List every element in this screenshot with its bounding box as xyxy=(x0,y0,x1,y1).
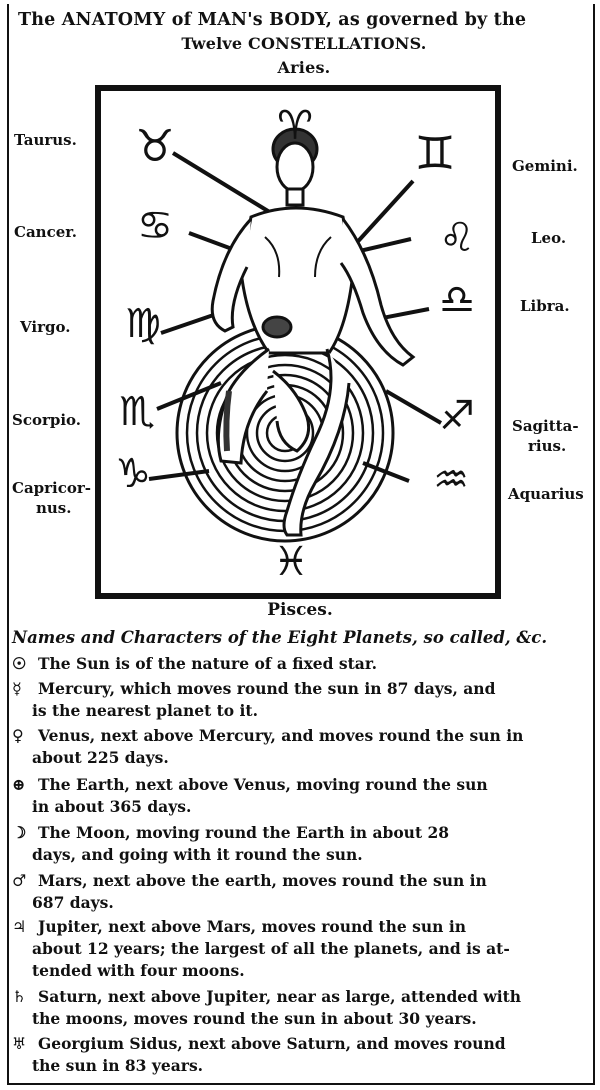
planets-heading: Names and Characters of the Eight Planets, so called, &c. xyxy=(12,628,548,647)
capricorn-glyph-icon: ♑ xyxy=(115,451,151,497)
moon-text-1: The Moon, moving round the Earth in about 28 xyxy=(38,823,450,842)
planet-entry-jupiter xyxy=(12,916,588,982)
aquarius-label: Aquarius xyxy=(508,485,584,503)
planet-entry-earth xyxy=(12,774,588,818)
sagittarius-label-1: Sagitta- xyxy=(512,417,579,435)
saturn-symbol-icon: ♄ xyxy=(12,987,27,1006)
jupiter-text-1: Jupiter, next above Mars, moves round the sun in xyxy=(38,917,466,936)
jupiter-text-2: about 12 years; the largest of all the planets, and is at- xyxy=(32,939,510,958)
planet-entry-venus xyxy=(12,725,588,769)
jupiter-text-3: tended with four moons. xyxy=(32,961,245,980)
aries-glyph-icon: ♈ xyxy=(277,103,313,149)
planet-entry-mercury xyxy=(12,678,588,722)
planet-entry-georgium-sidus xyxy=(12,1033,588,1077)
pisces-label: Pisces. xyxy=(267,600,333,620)
venus-text-2: about 225 days. xyxy=(32,748,169,767)
mars-text-2: 687 days. xyxy=(32,893,114,912)
planet-entry-mars xyxy=(12,870,588,914)
venus-text-1: Venus, next above Mercury, and moves round the sun in xyxy=(38,726,524,745)
title-line-2: Twelve CONSTELLATIONS. xyxy=(181,34,427,53)
pisces-glyph-icon: ♓ xyxy=(273,539,309,585)
saturn-text-2: the moons, moves round the sun in about 30 years. xyxy=(32,1009,477,1028)
capricornus-label-2: nus. xyxy=(36,499,72,517)
georgium-sidus-text-2: the sun in 83 years. xyxy=(32,1056,204,1075)
libra-glyph-icon: ♎ xyxy=(439,277,475,323)
capricornus-label-1: Capricor- xyxy=(12,479,92,497)
planet-entry-saturn xyxy=(12,986,588,1030)
mars-text-1: Mars, next above the earth, moves round the sun in xyxy=(38,871,487,890)
planet-entry-moon xyxy=(12,822,588,866)
earth-symbol-icon: ⊕ xyxy=(12,775,26,794)
mars-symbol-icon: ♂ xyxy=(12,871,27,890)
human-figure-icon xyxy=(212,129,413,535)
virgo-glyph-icon: ♍ xyxy=(125,301,161,347)
earth-text-1: The Earth, next above Venus, moving round the sun xyxy=(38,775,488,794)
sun-symbol-icon: ☉ xyxy=(12,654,27,673)
zodiac-man-illustration xyxy=(95,85,501,599)
leo-glyph-icon: ♌ xyxy=(439,215,475,261)
scorpio-label: Scorpio. xyxy=(12,411,82,429)
georgium-sidus-symbol-icon: ♅ xyxy=(12,1034,27,1053)
moon-text-2: days, and going with it round the sun. xyxy=(32,845,363,864)
aries-label: Aries. xyxy=(277,58,331,77)
aquarius-glyph-icon: ♒ xyxy=(433,457,469,503)
taurus-glyph-icon: ♉ xyxy=(135,121,175,172)
sun-text: The Sun is of the nature of a fixed star. xyxy=(38,654,377,673)
earth-text-2: in about 365 days. xyxy=(32,797,192,816)
virgo-label: Virgo. xyxy=(20,318,71,336)
mercury-text-1: Mercury, which moves round the sun in 87 days, and xyxy=(38,679,496,698)
title-line-1: The ANATOMY of MAN's BODY, as governed by the xyxy=(18,10,527,30)
sagittarius-label-2: rius. xyxy=(528,437,567,455)
planet-entry-sun xyxy=(12,653,588,675)
moon-symbol-icon: ☽ xyxy=(12,823,27,842)
georgium-sidus-text-1: Georgium Sidus, next above Saturn, and moves round xyxy=(38,1034,506,1053)
cancer-label: Cancer. xyxy=(14,223,77,241)
gemini-label: Gemini. xyxy=(512,157,578,175)
sagittarius-glyph-icon: ♐ xyxy=(439,393,475,439)
libra-label: Libra. xyxy=(520,297,570,315)
scorpio-glyph-icon: ♏ xyxy=(119,389,155,435)
saturn-text-1: Saturn, next above Jupiter, near as large, attended with xyxy=(38,987,522,1006)
venus-symbol-icon: ♀ xyxy=(12,726,24,745)
jupiter-symbol-icon: ♃ xyxy=(12,917,27,936)
gemini-glyph-icon: ♊ xyxy=(414,126,456,180)
cancer-glyph-icon: ♋ xyxy=(137,203,173,249)
mercury-symbol-icon: ☿ xyxy=(12,679,22,698)
mercury-text-2: is the nearest planet to it. xyxy=(32,701,258,720)
leo-label: Leo. xyxy=(531,229,567,247)
taurus-label: Taurus. xyxy=(14,131,77,149)
